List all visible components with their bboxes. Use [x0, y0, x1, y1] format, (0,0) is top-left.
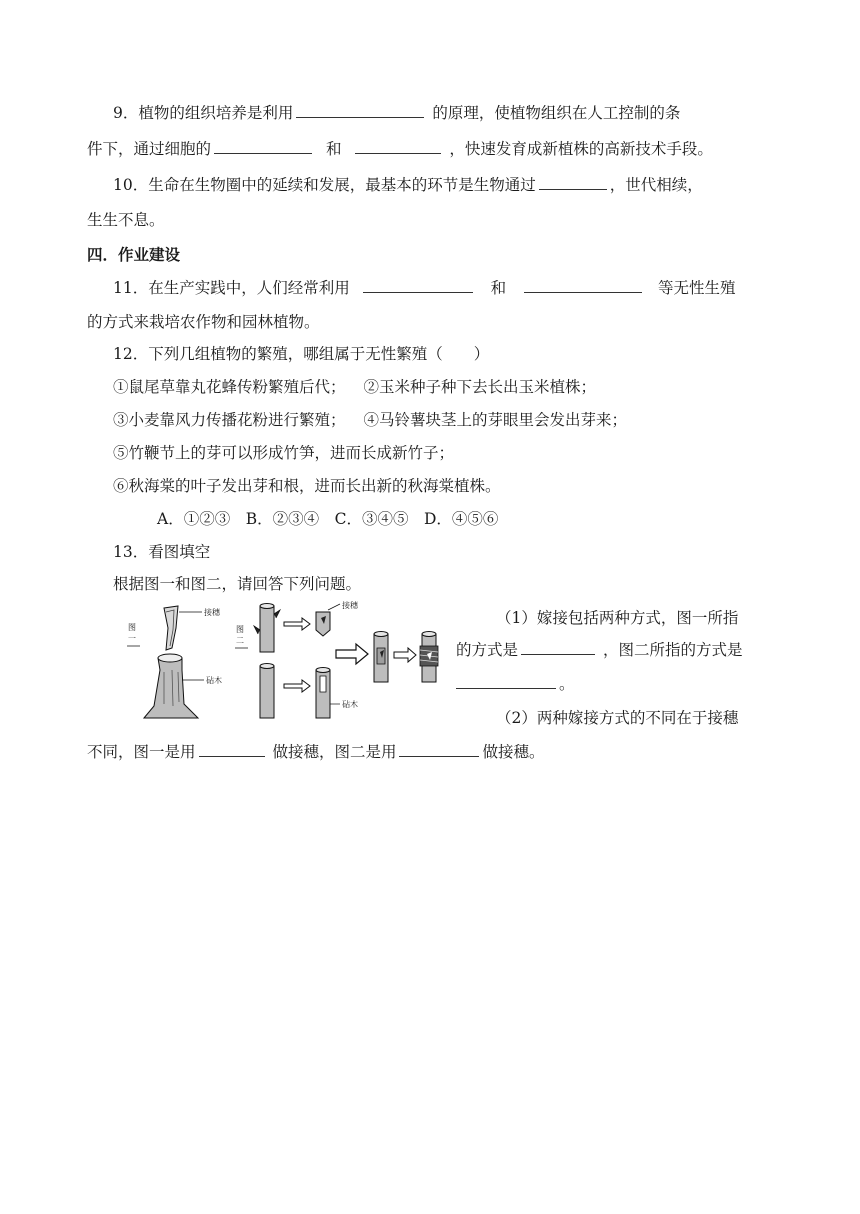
q13-p1-text-a: 的方式是: [456, 641, 519, 659]
fig1-scion-shape: [164, 606, 178, 650]
q12-item-2: ②玉米种子种下去长出玉米植株；: [363, 378, 597, 396]
q13-blank-fig2-scion: [399, 740, 479, 757]
q10-text-b: ，世代相续，: [609, 176, 703, 194]
q12-item-4: ④马铃薯块茎上的芽眼里会发出芽来；: [363, 411, 628, 429]
fig2-arrow-2: [284, 680, 310, 692]
fig2-scion-label: 接穗: [342, 601, 358, 610]
q9-text-e: ，快速发育成新植株的高新技术手段。: [449, 140, 713, 158]
q13-blank-fig2-method: [456, 672, 556, 689]
q11-blank-2: [524, 276, 642, 293]
fig2-label: [236, 625, 244, 645]
q13-p1-line-3: [456, 672, 575, 696]
q12-item-6: ⑥秋海棠的叶子发出芽和根，进而长出新的秋海棠植株。: [113, 477, 501, 495]
q10-text-a: 10．生命在生物圈中的延续和发展，最基本的环节是生物通过: [113, 176, 536, 194]
q13-p1-line-2: [456, 638, 742, 662]
fig2-bud-piece: [316, 612, 330, 636]
q13-p2-text-a: 不同，图一是用: [87, 743, 196, 761]
grafting-figure: [124, 600, 446, 720]
q9-text-d: 和: [325, 140, 342, 158]
q9-blank-principle: [296, 101, 424, 118]
q13-blank-fig1-method: [521, 638, 595, 655]
q9-text-a: 9．植物的组织培养是利用: [113, 104, 294, 122]
q9-blank-differentiation: [355, 137, 441, 154]
figure-label-char: 图: [128, 623, 136, 632]
fig2-arrow-3: [336, 644, 368, 664]
q13-intro: 根据图一和图二，请回答下列问题。: [113, 575, 362, 593]
q10-line-1: [113, 173, 703, 197]
fig2-arrow-4: [394, 648, 416, 662]
q13-p1-text-b: ，图二所指的方式是: [602, 641, 743, 659]
fig2-rootstock-stick: [260, 664, 274, 719]
q10-line-2: 生生不息。: [87, 211, 165, 229]
q12-item-5: ⑤竹鞭节上的芽可以形成竹笋，进而长成新竹子；: [113, 444, 455, 462]
q11-blank-1: [363, 276, 473, 293]
q11-line-2: 的方式来栽培农作物和园林植物。: [87, 313, 320, 331]
q12-options: A．①②③ B．②③④ C．③④⑤ D．④⑤⑥: [157, 510, 499, 528]
q13-p2-line-1: （2）两种嫁接方式的不同在于接穗: [496, 709, 739, 727]
q13-p1-text-c: 。: [559, 675, 575, 693]
q13-p2-text-b: 做接穗，图二是用: [272, 743, 397, 761]
figure-label-char: 图: [236, 625, 244, 634]
q10-blank-reproduction: [539, 173, 607, 190]
q9-text-c: 件下，通过细胞的: [87, 140, 212, 158]
q11-text-a: 11．在生产实践中，人们经常利用: [113, 279, 350, 297]
q12-stem: 12．下列几组植物的繁殖，哪组属于无性繁殖（ ）: [113, 345, 490, 363]
figure-label-char: 二: [236, 636, 244, 645]
q12-item-1: ①鼠尾草靠丸花蜂传粉繁殖后代；: [113, 378, 346, 396]
fig2-grafted-stick: [374, 632, 388, 683]
q13-p2-line-2: [87, 740, 544, 764]
fig2-cut-stock: [316, 668, 330, 719]
q12-row-1: [113, 375, 596, 399]
q13-blank-fig1-scion: [199, 740, 265, 757]
q9-blank-division: [214, 137, 312, 154]
q9-line-2: [87, 137, 713, 161]
fig2-stock-label: 砧木: [342, 700, 358, 709]
fig1-rootstock-shape: [144, 654, 198, 718]
q11-text-c: 等无性生殖: [658, 279, 736, 297]
section-heading: 四．作业建设: [87, 246, 181, 264]
q9-line-1: [113, 101, 680, 125]
q13-p2-text-c: 做接穗。: [482, 743, 545, 761]
fig1-label: [128, 623, 136, 643]
q12-item-3: ③小麦靠风力传播花粉进行繁殖；: [113, 411, 346, 429]
q11-line-1: [113, 276, 736, 300]
figure-label-char: 一: [128, 634, 136, 643]
q9-text-b: 的原理，使植物组织在人工控制的条: [432, 104, 681, 122]
figure-label-text: [128, 623, 136, 643]
q13-title: 13．看图填空: [113, 543, 211, 561]
fig1-stock-label: 砧木: [206, 676, 222, 685]
fig1-scion-label: 接穗: [204, 608, 220, 617]
fig2-scion-stick: [254, 604, 280, 653]
fig2-arrow-1: [284, 618, 310, 630]
q13-p1-line-1: （1）嫁接包括两种方式，图一所指: [496, 609, 739, 627]
figure-label-text: [236, 625, 244, 645]
fig2-tied-stick: [420, 632, 438, 683]
q12-row-2: [113, 408, 627, 432]
q11-text-b: 和: [490, 279, 507, 297]
